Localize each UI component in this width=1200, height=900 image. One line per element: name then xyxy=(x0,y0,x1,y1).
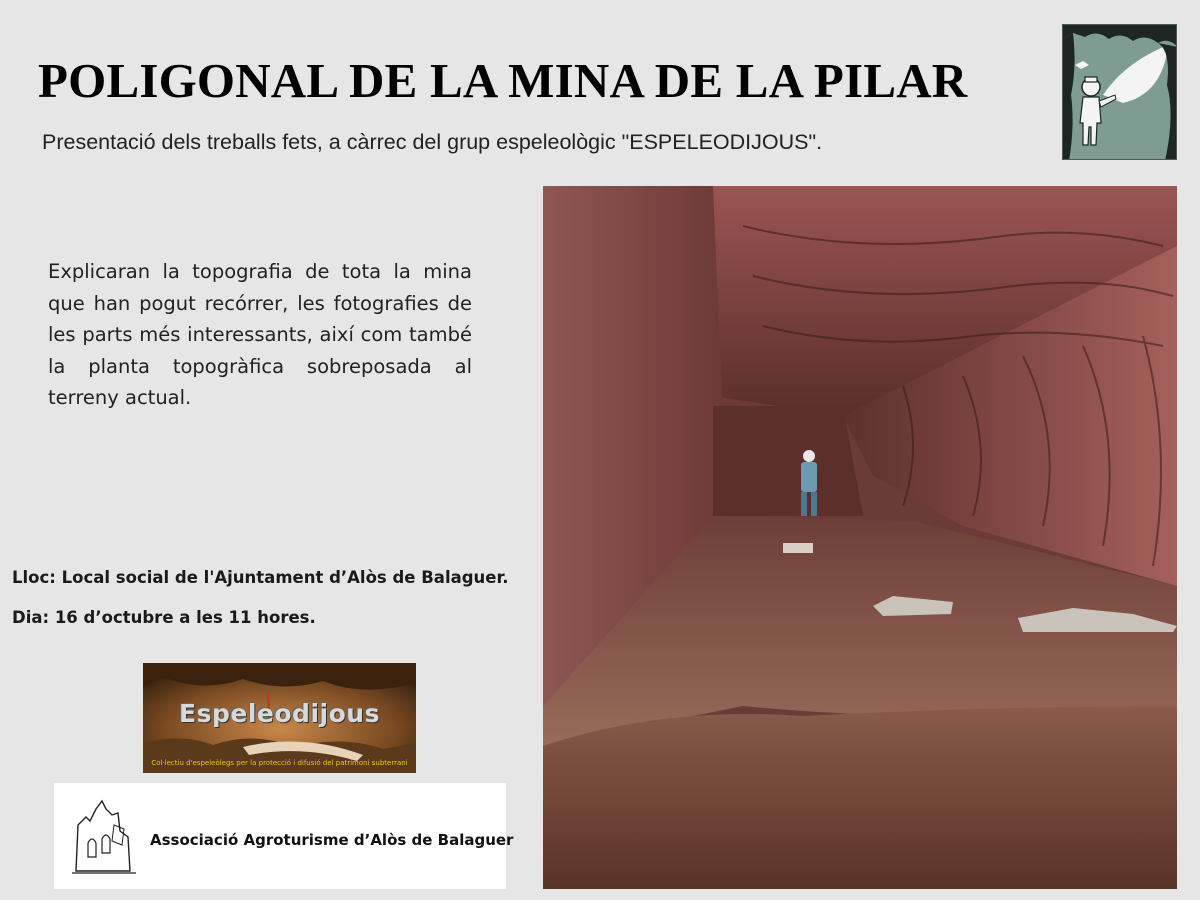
cave-tunnel-photo xyxy=(543,186,1177,889)
banner-tagline: Col·lectiu d'espeleòlegs per la protecció i difusió del patrimoni subterrani xyxy=(151,759,408,767)
association-logo-box xyxy=(54,783,514,889)
event-place: Lloc: Local social de l'Ajuntament d’Alòs de Balaguer. xyxy=(12,568,509,587)
castle-tower-sketch-icon xyxy=(66,791,146,881)
caver-logo-icon xyxy=(1062,24,1177,160)
poster-title: POLIGONAL DE LA MINA DE LA PILAR xyxy=(38,53,968,108)
poster-subtitle: Presentació dels treballs fets, a càrrec del grup espeleològic "ESPELEODIJOUS". xyxy=(42,130,823,154)
association-name: Associació Agroturisme d’Alòs de Balaguer xyxy=(150,831,514,849)
event-date: Dia: 16 d’octubre a les 11 hores. xyxy=(12,608,316,627)
espeleodijous-banner xyxy=(143,663,416,773)
banner-title: Espeleodijous xyxy=(179,699,380,728)
presentation-description: Explicaran la topografia de tota la mina que han pogut recórrer, les fotografies de les parts més interessants, així com també la planta topogràfica sobreposada al terreny actual. xyxy=(48,260,472,409)
